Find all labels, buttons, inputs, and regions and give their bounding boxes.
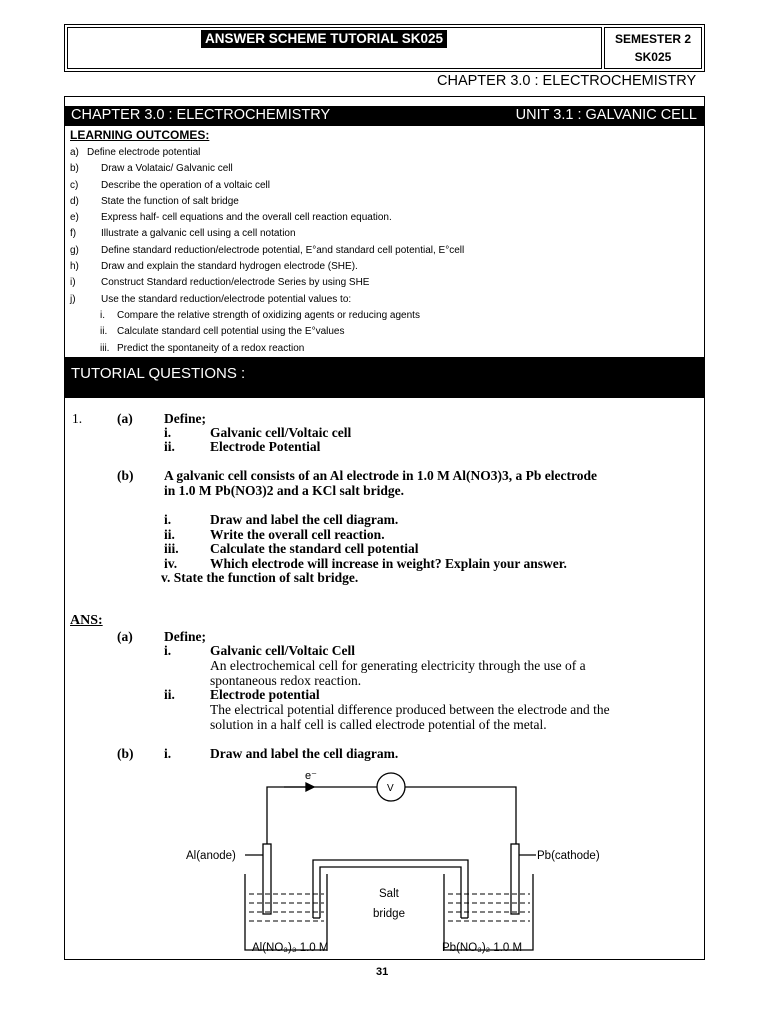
question-b-item-label: i. xyxy=(164,512,172,527)
galvanic-cell-diagram xyxy=(170,766,620,958)
question-a-item-text: Galvanic cell/Voltaic cell xyxy=(210,425,352,440)
question-b-item-label: iii. xyxy=(164,541,179,556)
electron-label: e⁻ xyxy=(305,770,317,782)
cathode-label: Pb(cathode) xyxy=(537,850,600,862)
question-b-line2: in 1.0 M Pb(NO3)2 and a KCl salt bridge. xyxy=(164,483,405,498)
answer-ii-label: ii. xyxy=(164,687,175,702)
question-b-item-text: Draw and label the cell diagram. xyxy=(210,512,399,527)
answer-ii-line2: solution in a half cell is called electrode potential of the metal. xyxy=(210,717,547,732)
answer-ii-title: Electrode potential xyxy=(210,687,320,702)
voltmeter-label: V xyxy=(387,783,394,794)
semester-label: SEMESTER 2 xyxy=(614,32,692,46)
list-item: g) Define standard reduction/electrode potential, E°and standard cell potential, E°cell xyxy=(70,244,465,256)
list-item: i) Construct Standard reduction/electrode Series by using SHE xyxy=(70,277,370,289)
learning-outcomes-list xyxy=(70,147,670,359)
question-b-item-v: v. State the function of salt bridge. xyxy=(161,570,359,585)
question-a-item-label: ii. xyxy=(164,439,175,454)
tutorial-questions-bar: TUTORIAL QUESTIONS : xyxy=(64,357,705,398)
list-item: e) Express half- cell equations and the overall cell reaction equation. xyxy=(70,212,392,224)
answer-i-title: Galvanic cell/Voltaic Cell xyxy=(210,643,355,658)
unit-label: UNIT 3.1 : GALVANIC CELL xyxy=(515,107,697,123)
salt-label: Salt xyxy=(379,888,399,900)
answer-b-label: (b) xyxy=(117,746,134,761)
list-item: ii. Calculate standard cell potential using the E°values xyxy=(100,326,345,338)
list-item: iii. Predict the spontaneity of a redox reaction xyxy=(100,342,305,354)
answer-i-line2: spontaneous redox reaction. xyxy=(210,673,362,688)
answer-i-line1: An electrochemical cell for generating electricity through the use of a xyxy=(210,658,586,673)
chapter-label: CHAPTER 3.0 : ELECTROCHEMISTRY xyxy=(71,107,331,123)
question-b-label: (b) xyxy=(117,468,134,483)
chapter-heading: CHAPTER 3.0 : ELECTROCHEMISTRY xyxy=(437,73,697,89)
question-a-label: (a) xyxy=(117,411,133,426)
question-b-item-text: Which electrode will increase in weight? Explain your answer. xyxy=(210,556,567,571)
semester-cell xyxy=(604,27,702,69)
answer-ii-line1: The electrical potential difference produced between the electrode and the xyxy=(210,702,610,717)
answer-i-label: i. xyxy=(164,643,172,658)
chapter-unit-bar xyxy=(64,106,705,126)
left-solution-label: Al(NO₃)₃ 1.0 M xyxy=(252,942,329,954)
bridge-label: bridge xyxy=(373,908,405,920)
wire-left xyxy=(267,787,377,844)
anode-label: Al(anode) xyxy=(186,850,236,862)
answer-a-label: (a) xyxy=(117,629,133,644)
question-b-item-label: iv. xyxy=(164,556,178,571)
right-solution-label: Pb(NO₃)₂ 1.0 M xyxy=(442,942,523,954)
list-item: b) Draw a Volataic/ Galvanic cell xyxy=(70,163,233,175)
list-item: f) Illustrate a galvanic cell using a cell notation xyxy=(70,228,296,240)
question-a-item-text: Electrode Potential xyxy=(210,439,321,454)
list-item: d) State the function of salt bridge xyxy=(70,195,239,207)
wire-right xyxy=(405,787,516,844)
course-code: SK025 xyxy=(634,50,672,64)
question-b-item-label: ii. xyxy=(164,527,175,542)
list-item: a) Define electrode potential xyxy=(70,147,201,158)
question-a-text: Define; xyxy=(164,411,206,426)
question-b-line1: A galvanic cell consists of an Al electrode in 1.0 M Al(NO3)3, a Pb electrode xyxy=(164,468,597,483)
learning-outcomes-title: LEARNING OUTCOMES: xyxy=(70,128,210,142)
question-b-item-text: Write the overall cell reaction. xyxy=(210,527,385,542)
list-item: c) Describe the operation of a voltaic cell xyxy=(70,179,270,191)
document-title: ANSWER SCHEME TUTORIAL SK025 xyxy=(201,30,447,48)
answer-title: ANS: xyxy=(70,613,103,628)
question-b-item-text: Calculate the standard cell potential xyxy=(210,541,419,556)
page-number: 31 xyxy=(376,966,389,978)
list-item: i. Compare the relative strength of oxidizing agents or reducing agents xyxy=(100,309,420,321)
question-a-item-label: i. xyxy=(164,425,172,440)
electron-arrow-head xyxy=(306,783,314,791)
answer-b-i-label: i. xyxy=(164,746,172,761)
answer-a-text: Define; xyxy=(164,629,206,644)
list-item: j) Use the standard reduction/electrode potential values to: xyxy=(70,293,352,305)
question-number: 1. xyxy=(72,411,83,426)
list-item: h) Draw and explain the standard hydrogen electrode (SHE). xyxy=(70,261,358,273)
answer-b-i-text: Draw and label the cell diagram. xyxy=(210,746,399,761)
